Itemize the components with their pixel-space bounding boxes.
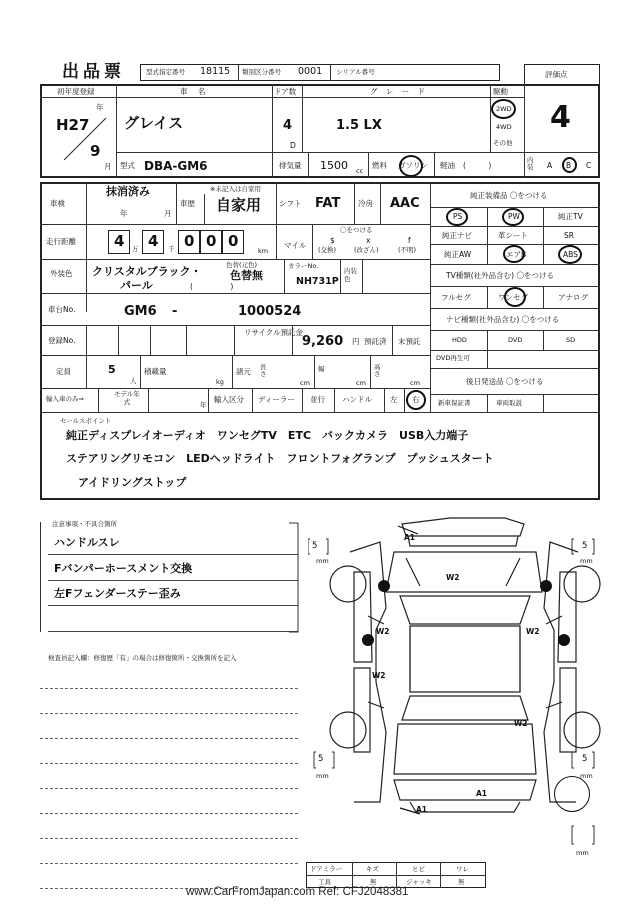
inspection-value: 抹消済み [106, 185, 150, 198]
car-name-label: 車 名 [180, 87, 210, 96]
interior-color-label: 内装色 [344, 267, 357, 283]
option-abs-circle [558, 245, 582, 264]
option-abs: ABS [563, 250, 578, 259]
model-cert-label: 型式指定番号 [146, 68, 185, 76]
navi-hdd: HDD [452, 336, 467, 344]
length-unit: cm [300, 379, 310, 387]
option-airbag-circle [503, 245, 525, 263]
load-label: 積載量 [144, 367, 167, 376]
fuel-label: 燃料 [372, 161, 387, 170]
spare-tire-circle [554, 776, 590, 812]
serial-label: シリアル番号 [336, 68, 375, 76]
option-pw-circle [502, 208, 524, 226]
legend-scratch: キズ [366, 865, 379, 873]
options-title: 純正装備品 〇をつける [470, 191, 548, 200]
exterior-color-1: クリスタルブラック・ [92, 265, 202, 278]
capacity-unit: 人 [130, 377, 137, 385]
sales-line-3: アイドリングストップ [78, 476, 187, 489]
legend-crack: ヒビ [412, 865, 425, 873]
option-aw: 純正AW [444, 250, 472, 259]
option-ps-circle [446, 208, 468, 226]
drive-2wd-circle [491, 99, 516, 119]
option-tv: 純正TV [558, 212, 583, 221]
handle-label: ハンドル [342, 395, 372, 404]
color-no-label: カラーNo. [288, 262, 319, 270]
handle-right: 右 [412, 395, 420, 404]
damage-a1-rear-bumper: A1 [416, 805, 428, 814]
score-value: 4 [550, 100, 571, 135]
damage-w2-right-rear: W2 [514, 719, 528, 728]
displacement-value: 1500 [320, 159, 348, 172]
option-navi: 純正ナビ [442, 231, 472, 240]
ac-label: 冷房 [358, 199, 373, 208]
width-unit: cm [356, 379, 366, 387]
option-ps: PS [453, 212, 463, 221]
history-value: 自家用 [216, 196, 262, 214]
form-title: 出品票 [62, 62, 125, 82]
mileage-digit-4: 0 [206, 232, 217, 250]
score-label: 評価点 [545, 70, 568, 79]
tread-rf: 5 [582, 541, 588, 551]
history-note: ※未記入は自家用 [210, 185, 261, 193]
meter-note: 〇をつける [340, 226, 373, 234]
size-label: 諸元 [236, 367, 251, 376]
tv-oneseg: ワンセグ [498, 293, 528, 302]
tread-lf-mm: mm [316, 557, 329, 565]
history-label: 車歴 [180, 199, 195, 208]
tread-rr: 5 [582, 754, 588, 764]
ac-value: AAC [390, 196, 420, 211]
shift-label: シフト [279, 199, 302, 208]
fuel-gasoline: ガソリン [398, 161, 428, 170]
sales-line-1: 純正ディスプレイオーディオ ワンセグTV ETC バックカメラ USB入力端子 [66, 429, 469, 442]
interior-label: 内装 [527, 156, 534, 172]
sales-label: セールスポイント [60, 417, 112, 425]
after-warranty: 新車保証書 [438, 399, 471, 407]
navi-dvd: DVD [508, 336, 523, 344]
handle-right-circle [406, 390, 426, 410]
category-label: 類別区分番号 [242, 68, 281, 76]
note-item-3: 左Fフェンダーステー歪み [54, 587, 181, 600]
tv-type-title: TV種類(社外品含む) 〇をつける [446, 271, 554, 280]
meter-label: マイル [284, 241, 307, 250]
drive-other: その他 [493, 139, 513, 147]
meter-swap-label: (交換) [318, 246, 337, 254]
tread-spare-mm: mm [576, 849, 589, 857]
import-dealer: ディーラー [258, 395, 295, 404]
category-no: 0001 [298, 66, 323, 77]
navi-type-title: ナビ種類(社外品含む) 〇をつける [446, 315, 560, 324]
year-label: 年 [96, 103, 104, 112]
width-label: 幅 [318, 365, 325, 373]
first-reg-label: 初年度登録 [57, 87, 95, 96]
exterior-color-2: パール [120, 279, 153, 292]
import-parallel: 並行 [310, 395, 325, 404]
tv-oneseg-circle [504, 287, 526, 307]
interior-c: C [586, 161, 592, 170]
repaint-value: 色替無 [230, 269, 263, 282]
option-pw: PW [508, 212, 520, 221]
car-name: グレイス [124, 114, 184, 132]
chassis-label: 車台No. [48, 305, 76, 314]
meter-rewind: x [366, 236, 371, 245]
option-leather: 革シート [498, 231, 528, 240]
note-item-2: Fバンパーホースメント交換 [54, 562, 193, 575]
grade-value: 1.5 LX [336, 118, 382, 133]
mileage-unit-man: 万 [132, 245, 139, 253]
month-label: 月 [104, 162, 112, 171]
era-year: H27 [56, 116, 90, 134]
mileage-label: 走行距離 [46, 237, 76, 246]
tv-analog: アナログ [558, 293, 588, 302]
height-label: 高さ [374, 363, 381, 378]
length-label: 長さ [260, 363, 267, 378]
model-cert-no: 18115 [200, 66, 231, 77]
tread-lr: 5 [318, 754, 324, 764]
mileage-digit-2: 4 [148, 232, 159, 250]
recycle-value: 9,260 [302, 334, 344, 349]
damage-w2-left-front: W2 [376, 627, 390, 636]
interior-b: B [566, 161, 572, 170]
recycle-unit: 円 [352, 337, 360, 346]
import-label: 輸入車のみ⇒ [46, 395, 84, 403]
inspection-label: 車検 [50, 199, 65, 208]
mileage-digit-1: 4 [114, 232, 125, 250]
damage-a1-front: A1 [404, 533, 416, 542]
handle-left: 左 [390, 395, 398, 404]
mileage-digit-5: 0 [228, 232, 239, 250]
after-manual: 車両取説 [496, 399, 522, 407]
damage-w2-right-front: W2 [526, 627, 540, 636]
mileage-km: km [258, 247, 269, 255]
drive-4wd: 4WD [496, 123, 512, 131]
chassis-prefix: GM6 [124, 304, 157, 319]
chassis-dash: - [172, 304, 178, 319]
option-sr: SR [564, 231, 574, 240]
legend-jack-value: 無 [458, 878, 465, 886]
tread-lr-mm: mm [316, 772, 329, 780]
color-no: NH731P [296, 276, 339, 287]
repaint-label: 色替(元色) [226, 261, 258, 269]
height-unit: cm [410, 379, 420, 387]
repaint-paren: ( ) [190, 282, 234, 291]
month-value: 9 [90, 142, 101, 160]
dvd-player: DVD再生可 [436, 354, 470, 362]
damage-a1-rear: A1 [476, 789, 488, 798]
exterior-label: 外装色 [50, 269, 73, 278]
meter-swap: $ [330, 236, 335, 245]
mileage-digit-3: 0 [184, 232, 195, 250]
fuel-gasoline-circle [399, 155, 423, 177]
damage-w2-left-rear: W2 [372, 671, 386, 680]
meter-unknown-label: (不明) [398, 246, 417, 254]
drive-label: 駆動 [493, 87, 508, 96]
recycle-label-1: リサイクル預託金 [244, 328, 303, 337]
chassis-no: 1000524 [238, 304, 302, 319]
after-title: 後日発送品 〇をつける [466, 377, 544, 386]
displacement-label: 排気量 [279, 161, 302, 170]
model-value: DBA-GM6 [144, 159, 208, 173]
tread-lf: 5 [312, 541, 318, 551]
fuel-diesel: 軽油 [440, 161, 455, 170]
note-item-1: ハンドルスレ [54, 536, 120, 549]
legend-mirror: ドアミラー [310, 865, 343, 873]
legend-dent: ワレ [456, 865, 469, 873]
model-label: 型式 [120, 161, 135, 170]
navi-sd: SD [566, 336, 576, 344]
option-airbag: エアB [506, 250, 527, 259]
tv-fullseg: フルセグ [441, 293, 471, 302]
tread-rr-mm: mm [580, 772, 593, 780]
watermark: www.CarFromJapan.com Ref: CFJ2048381 [186, 886, 409, 898]
drive-2wd: 2WD [496, 105, 512, 113]
interior-a: A [547, 161, 553, 170]
legend-tool: 工具 [318, 878, 331, 886]
doors-label: ドア数 [274, 87, 297, 96]
notes-label: 注意事項・不具合箇所 [52, 520, 117, 528]
door-unit: D [290, 141, 296, 150]
recycle-done: 預託済 [364, 337, 387, 346]
fuel-other: ( ) [463, 161, 492, 170]
recycle-not: 未預託 [398, 337, 421, 346]
capacity-value: 5 [108, 363, 116, 376]
interior-b-circle [562, 157, 577, 173]
sales-line-2: ステアリングリモコン LEDヘッドライト フロントフォグランプ プッシュスタート [66, 452, 494, 465]
model-year-unit: 年 [200, 401, 207, 409]
load-unit: kg [216, 378, 224, 386]
legend-jack: ジャッキ [406, 878, 432, 886]
capacity-label: 定員 [56, 367, 71, 376]
damage-w2-hood: W2 [446, 573, 460, 582]
cc-unit: cc [356, 167, 364, 175]
inspection-year: 年 [120, 209, 128, 218]
mileage-unit-sen: 千 [168, 245, 175, 253]
model-year-label: モデル年式 [114, 390, 140, 406]
meter-unknown: f [408, 236, 411, 245]
legend-tool-value: 無 [370, 878, 377, 886]
meter-rewind-label: (改ざん) [354, 246, 379, 254]
doors-value: 4 [283, 118, 293, 133]
grade-label: グ レ ー ド [370, 87, 429, 96]
shift-value: FAT [315, 196, 341, 211]
import-type-label: 輸入区分 [214, 395, 244, 404]
inspector-label: 検査員記入欄：修復歴「有」の場合は修復箇所・交換箇所を記入 [48, 654, 237, 662]
tread-rf-mm: mm [580, 557, 593, 565]
reg-no-label: 登録No. [48, 336, 76, 345]
inspection-month: 月 [164, 209, 172, 218]
